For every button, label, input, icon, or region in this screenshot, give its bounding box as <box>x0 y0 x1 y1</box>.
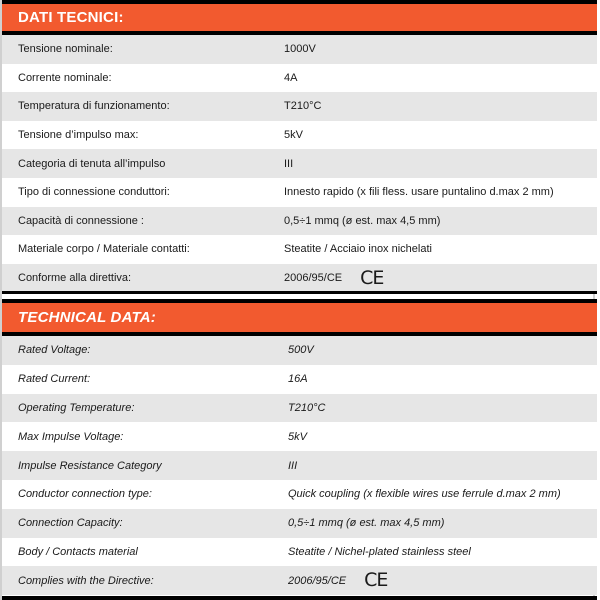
spec-row-impulse-category <box>2 451 597 480</box>
spec-value: T210°C <box>288 401 326 414</box>
spec-value: 0,5÷1 mmq (ø est. max 4,5 mm) <box>284 214 441 227</box>
italian-technical-data-section <box>2 0 597 292</box>
spec-label: Connection Capacity: <box>18 517 123 530</box>
spec-row-connection-type <box>2 178 597 207</box>
spec-label: Conforme alla direttiva: <box>18 272 132 285</box>
spec-row-rated-current <box>2 365 597 394</box>
spec-value <box>270 571 597 590</box>
section-title-english: TECHNICAL DATA: <box>2 299 597 336</box>
spec-value: 4A <box>284 71 298 84</box>
spec-label: Capacità di connessione : <box>18 214 144 227</box>
spec-value: 5kV <box>288 430 307 443</box>
spec-label: Conductor connection type: <box>18 488 152 501</box>
spec-label: Body / Contacts material <box>18 545 138 558</box>
spec-value: Steatite / Acciaio inox nichelati <box>284 243 432 256</box>
spec-row-connection-capacity <box>2 207 597 236</box>
spec-label: Impulse Resistance Category <box>18 459 162 472</box>
spec-row-materials <box>2 235 597 264</box>
spec-label: Tipo di connessione conduttori: <box>18 186 170 199</box>
spec-row-rated-voltage <box>2 336 597 365</box>
spec-label: Rated Voltage: <box>18 344 91 357</box>
spec-label: Tensione d’impulso max: <box>18 129 139 142</box>
spec-row-materials <box>2 538 597 567</box>
spec-row-impulse-voltage <box>2 422 597 451</box>
spec-row-directive <box>2 264 597 293</box>
spec-row-impulse-category <box>2 149 597 178</box>
spec-row-impulse-voltage <box>2 121 597 150</box>
spec-label: Temperatura di funzionamento: <box>18 100 170 113</box>
italian-spec-table <box>2 35 597 292</box>
spec-row-rated-current <box>2 64 597 93</box>
directive-value: 2006/95/CE <box>288 574 347 587</box>
spec-value: III <box>284 157 294 170</box>
spec-row-operating-temperature <box>2 92 597 121</box>
directive-value: 2006/95/CE <box>284 272 343 285</box>
spec-value: T210°C <box>284 100 322 113</box>
english-spec-table <box>2 336 597 595</box>
bottom-border <box>2 596 597 600</box>
spec-row-connection-capacity <box>2 509 597 538</box>
spec-row-operating-temperature <box>2 394 597 423</box>
english-technical-data-section <box>2 299 597 595</box>
spec-label: Rated Current: <box>18 373 91 386</box>
spec-row-rated-voltage <box>2 35 597 64</box>
spec-row-connection-type <box>2 480 597 509</box>
spec-value: III <box>288 459 298 472</box>
spec-value: 16A <box>288 373 308 386</box>
spec-label: Max Impulse Voltage: <box>18 430 124 443</box>
spec-label: Tensione nominale: <box>18 43 113 56</box>
spec-value: Steatite / Nichel-plated stainless steel <box>288 545 471 558</box>
spec-value: 1000V <box>284 43 316 56</box>
spec-label: Corrente nominale: <box>18 71 112 84</box>
spec-value: 500V <box>288 344 314 357</box>
spec-label: Complies with the Directive: <box>18 574 154 587</box>
spec-value: 0,5÷1 mmq (ø est. max 4,5 mm) <box>288 517 445 530</box>
spec-label: Materiale corpo / Materiale contatti: <box>18 243 190 256</box>
spec-label: Operating Temperature: <box>18 401 135 414</box>
ce-mark-icon: CE <box>364 569 388 592</box>
section-divider <box>2 291 597 294</box>
spec-value: Innesto rapido (x fili fless. usare puntalino d.max 2 mm) <box>284 186 554 199</box>
spec-value: 5kV <box>284 129 303 142</box>
spec-label: Categoria di tenuta all’impulso <box>18 157 166 170</box>
section-title-italian: DATI TECNICI: <box>2 0 597 35</box>
spec-row-directive <box>2 566 597 595</box>
ce-mark-icon: CE <box>360 266 384 289</box>
spec-value: Quick coupling (x flexible wires use ferrule d.max 2 mm) <box>288 488 561 501</box>
spec-value <box>270 266 597 289</box>
